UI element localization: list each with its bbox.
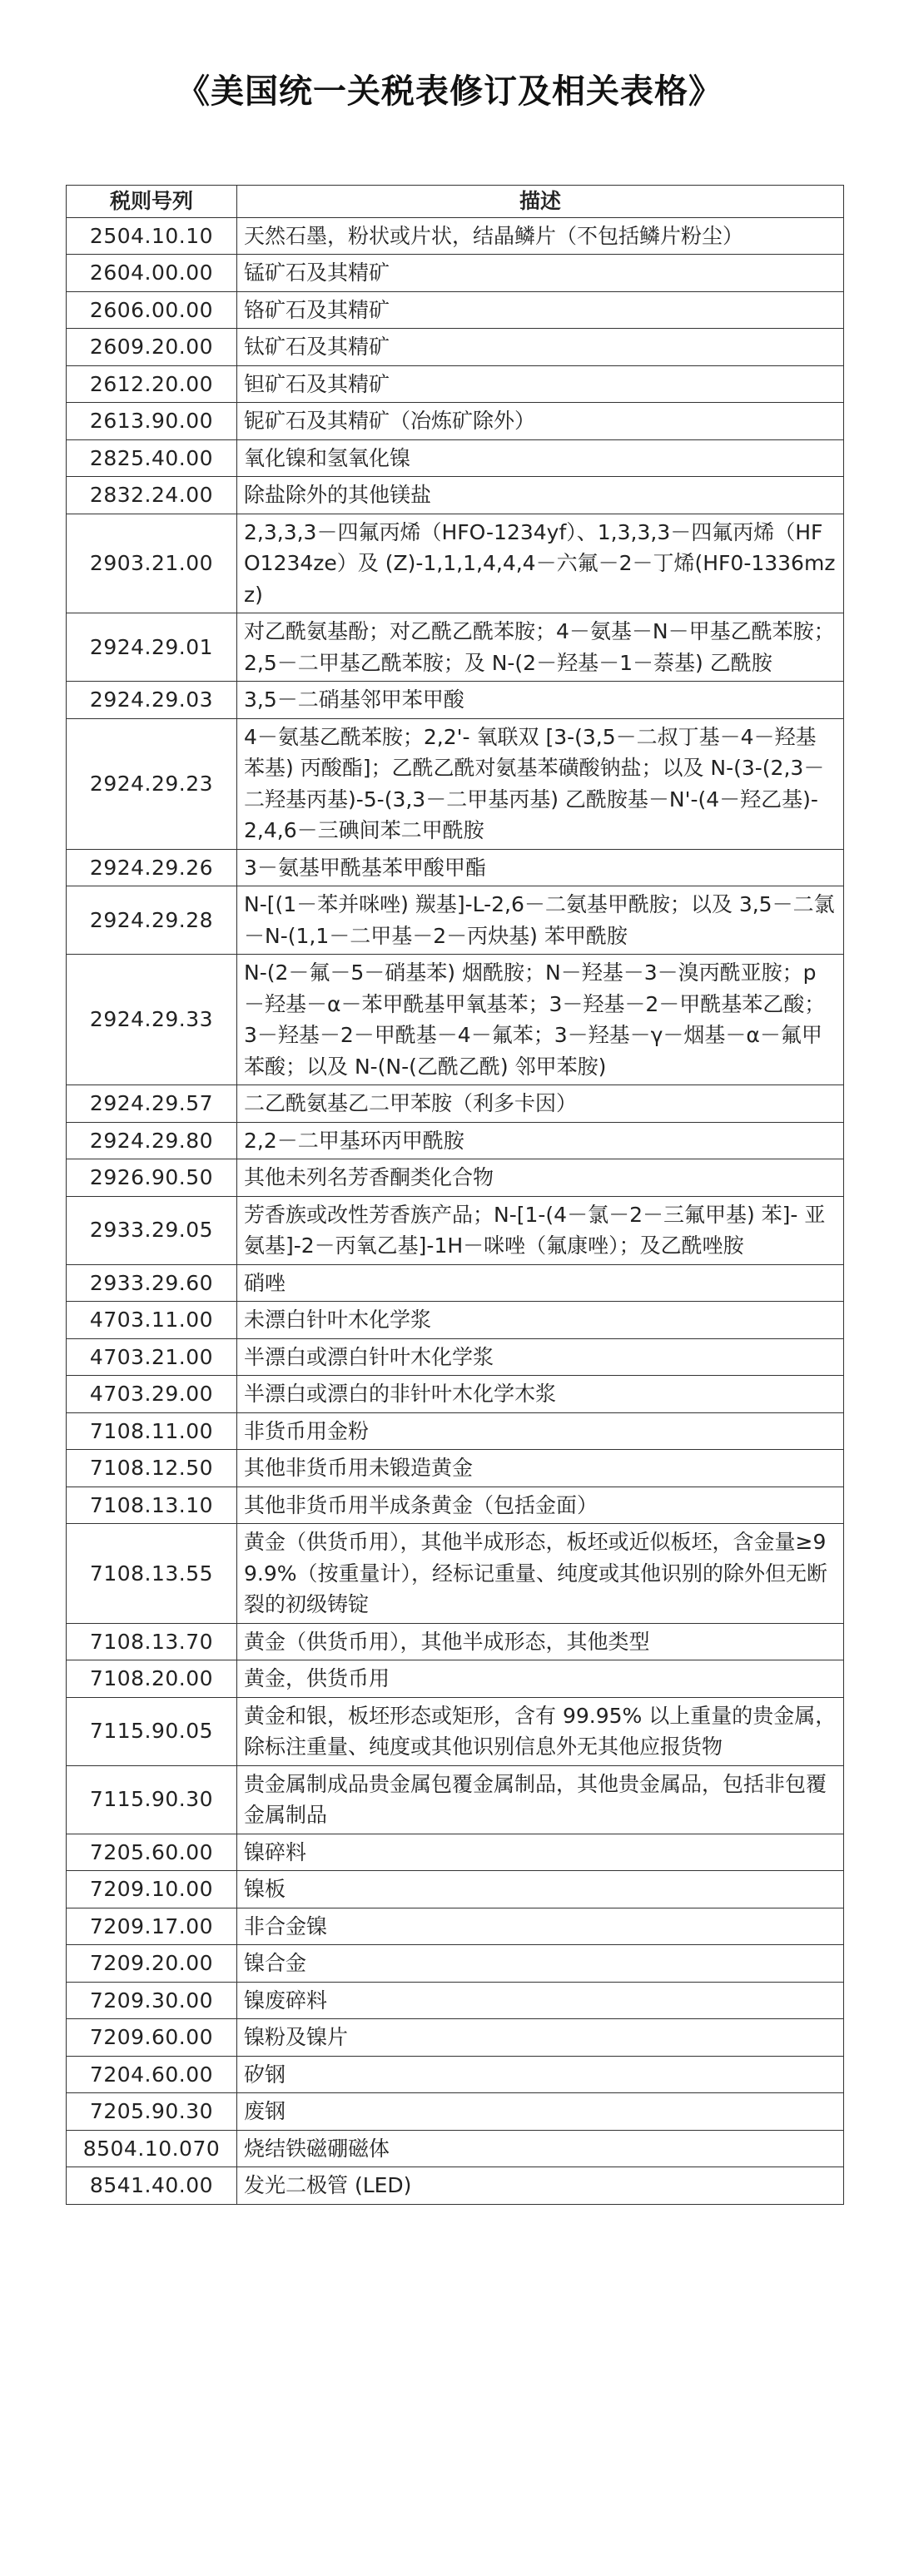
description-cell: 除盐除外的其他镁盐 — [237, 477, 844, 514]
tariff-code-cell: 7204.60.00 — [67, 2056, 237, 2093]
description-cell: 铌矿石及其精矿（冶炼矿除外） — [237, 403, 844, 440]
table-row — [67, 439, 844, 477]
table-row — [67, 1338, 844, 1376]
tariff-code-cell: 7108.11.00 — [67, 1412, 237, 1450]
description-cell: 天然石墨，粉状或片状，结晶鳞片（不包括鳞片粉尘） — [237, 217, 844, 255]
tariff-code-cell: 2832.24.00 — [67, 477, 237, 514]
description-cell: 芳香族或改性芳香族产品；N-[1-(4－氯－2－三氟甲基) 苯]- 亚氨基]-2－丙氧乙基]-1H－咪唑（氟康唑）；及乙酰唑胺 — [237, 1196, 844, 1264]
tariff-code-cell: 2924.29.33 — [67, 955, 237, 1085]
table-row — [67, 2130, 844, 2167]
description-cell: 2,3,3,3－四氟丙烯（HFO-1234yf）、1,3,3,3－四氟丙烯（HFO1234ze）及 (Z)-1,1,1,4,4,4－六氟－2－丁烯(HF0-1336mzz) — [237, 514, 844, 613]
table-row — [67, 1660, 844, 1698]
tariff-code-cell: 2606.00.00 — [67, 291, 237, 329]
tariff-code-cell: 4703.21.00 — [67, 1338, 237, 1376]
table-row — [67, 1697, 844, 1765]
table-row — [67, 1159, 844, 1197]
tariff-code-cell: 7209.10.00 — [67, 1871, 237, 1908]
table-row — [67, 886, 844, 955]
table-row — [67, 2019, 844, 2057]
table-row — [67, 682, 844, 719]
table-row — [67, 1412, 844, 1450]
description-cell: 镍板 — [237, 1871, 844, 1908]
table-row — [67, 1945, 844, 1983]
description-cell: 黄金（供货币用），其他半成形态，板坯或近似板坯，含金量≥99.9%（按重量计），经标记重量、纯度或其他识别的除外但无断裂的初级铸锭 — [237, 1524, 844, 1624]
description-cell: 3,5－二硝基邻甲苯甲酸 — [237, 682, 844, 719]
tariff-code-cell: 7205.90.30 — [67, 2093, 237, 2131]
description-cell: 其他非货币用未锻造黄金 — [237, 1450, 844, 1487]
description-cell: 二乙酰氨基乙二甲苯胺（利多卡因） — [237, 1085, 844, 1123]
tariff-code-cell: 2903.21.00 — [67, 514, 237, 613]
table-row — [67, 1871, 844, 1908]
description-cell: 贵金属制成品贵金属包覆金属制品，其他贵金属品，包括非包覆金属制品 — [237, 1765, 844, 1834]
description-cell: 2,2－二甲基环丙甲酰胺 — [237, 1122, 844, 1159]
table-row — [67, 1908, 844, 1945]
tariff-code-cell: 2933.29.05 — [67, 1196, 237, 1264]
tariff-code-cell: 8541.40.00 — [67, 2167, 237, 2205]
table-row — [67, 1302, 844, 1339]
description-cell: 黄金和银，板坯形态或矩形，含有 99.95% 以上重量的贵金属，除标注重量、纯度或其他识别信息外无其他应报货物 — [237, 1697, 844, 1765]
table-row — [67, 2093, 844, 2131]
tariff-code-cell: 2924.29.57 — [67, 1085, 237, 1123]
tariff-code-cell: 2933.29.60 — [67, 1264, 237, 1302]
header-description: 描述 — [237, 186, 844, 218]
tariff-code-cell: 4703.11.00 — [67, 1302, 237, 1339]
table-row — [67, 2167, 844, 2205]
description-cell: 烧结铁磁硼磁体 — [237, 2130, 844, 2167]
tariff-code-cell: 7108.13.55 — [67, 1524, 237, 1624]
table-row — [67, 255, 844, 292]
table-row — [67, 613, 844, 682]
table-row — [67, 1376, 844, 1413]
description-cell: 矽钢 — [237, 2056, 844, 2093]
tariff-code-cell: 8504.10.070 — [67, 2130, 237, 2167]
tariff-code-cell: 2926.90.50 — [67, 1159, 237, 1197]
description-cell: 废钢 — [237, 2093, 844, 2131]
table-row — [67, 1524, 844, 1624]
description-cell: N-[(1－苯并咪唑) 羰基]-L-2,6－二氨基甲酰胺；以及 3,5－二氯－N-(1,1－二甲基－2－丙炔基) 苯甲酰胺 — [237, 886, 844, 955]
description-cell: 铬矿石及其精矿 — [237, 291, 844, 329]
description-cell: 镍废碎料 — [237, 1982, 844, 2019]
tariff-code-cell: 2924.29.26 — [67, 849, 237, 886]
table-row — [67, 1450, 844, 1487]
description-cell: 钽矿石及其精矿 — [237, 365, 844, 403]
tariff-code-cell: 7108.13.10 — [67, 1487, 237, 1524]
table-row — [67, 477, 844, 514]
table-row — [67, 514, 844, 613]
description-cell: 氧化镍和氢氧化镍 — [237, 439, 844, 477]
tariff-code-cell: 7209.60.00 — [67, 2019, 237, 2057]
description-cell: 半漂白或漂白的非针叶木化学木浆 — [237, 1376, 844, 1413]
tariff-code-cell: 2924.29.03 — [67, 682, 237, 719]
tariff-code-cell: 7209.30.00 — [67, 1982, 237, 2019]
description-cell: 黄金，供货币用 — [237, 1660, 844, 1698]
table-row — [67, 1196, 844, 1264]
description-cell: 3－氨基甲酰基苯甲酸甲酯 — [237, 849, 844, 886]
table-row — [67, 1122, 844, 1159]
description-cell: 半漂白或漂白针叶木化学浆 — [237, 1338, 844, 1376]
table-row — [67, 217, 844, 255]
table-row — [67, 1085, 844, 1123]
description-cell: 4－氨基乙酰苯胺；2,2'- 氧联双 [3-(3,5－二叔丁基－4－羟基苯基) 丙酸酯]；乙酰乙酰对氨基苯磺酸钠盐；以及 N-(3-(2,3－二羟基丙基)-5-(3,3－二甲基丙基) 乙酰胺基－N'-(4－羟乙基)-2,4,6－三碘间苯二甲酰胺 — [237, 718, 844, 849]
table-row — [67, 1834, 844, 1871]
table-row — [67, 955, 844, 1085]
tariff-code-cell: 7115.90.30 — [67, 1765, 237, 1834]
tariff-code-cell: 2612.20.00 — [67, 365, 237, 403]
description-cell: 非合金镍 — [237, 1908, 844, 1945]
tariff-code-cell: 7108.12.50 — [67, 1450, 237, 1487]
tariff-code-cell: 2504.10.10 — [67, 217, 237, 255]
tariff-code-cell: 7209.20.00 — [67, 1945, 237, 1983]
tariff-table — [66, 185, 844, 2205]
description-cell: 黄金（供货币用），其他半成形态，其他类型 — [237, 1623, 844, 1660]
table-row — [67, 718, 844, 849]
tariff-code-cell: 7205.60.00 — [67, 1834, 237, 1871]
description-cell: 未漂白针叶木化学浆 — [237, 1302, 844, 1339]
header-code: 税则号列 — [67, 186, 237, 218]
page-title: 《美国统一关税表修订及相关表格》 — [176, 72, 723, 111]
table-row — [67, 1765, 844, 1834]
table-row — [67, 291, 844, 329]
tariff-code-cell: 2924.29.01 — [67, 613, 237, 682]
tariff-code-cell: 2825.40.00 — [67, 439, 237, 477]
table-row — [67, 329, 844, 366]
tariff-code-cell: 2613.90.00 — [67, 403, 237, 440]
description-cell: 其他非货币用半成条黄金（包括金面） — [237, 1487, 844, 1524]
tariff-code-cell: 2924.29.23 — [67, 718, 237, 849]
table-row — [67, 1487, 844, 1524]
table-body — [67, 217, 844, 2204]
table-row — [67, 403, 844, 440]
description-cell: 锰矿石及其精矿 — [237, 255, 844, 292]
description-cell: 镍粉及镍片 — [237, 2019, 844, 2057]
table-header-row — [67, 186, 844, 218]
description-cell: N-(2－氟－5－硝基苯) 烟酰胺；N－羟基－3－溴丙酰亚胺；p－羟基－α－苯甲酰基甲氧基苯；3－羟基－2－甲酰基苯乙酸；3－羟基－2－甲酰基－4－氟苯；3－羟基－γ－烟基－α－氟甲苯酸；以及 N-(N-(乙酰乙酰) 邻甲苯胺) — [237, 955, 844, 1085]
tariff-code-cell: 4703.29.00 — [67, 1376, 237, 1413]
table-row — [67, 1264, 844, 1302]
description-cell: 镍碎料 — [237, 1834, 844, 1871]
tariff-code-cell: 7108.20.00 — [67, 1660, 237, 1698]
description-cell: 发光二极管 (LED) — [237, 2167, 844, 2205]
tariff-code-cell: 2924.29.80 — [67, 1122, 237, 1159]
description-cell: 硝唑 — [237, 1264, 844, 1302]
tariff-code-cell: 7115.90.05 — [67, 1697, 237, 1765]
description-cell: 其他未列名芳香酮类化合物 — [237, 1159, 844, 1197]
table-row — [67, 849, 844, 886]
table-row — [67, 2056, 844, 2093]
table-row — [67, 1623, 844, 1660]
table-row — [67, 1982, 844, 2019]
description-cell: 对乙酰氨基酚；对乙酰乙酰苯胺；4－氨基－N－甲基乙酰苯胺；2,5－二甲基乙酰苯胺；及 N-(2－羟基－1－萘基) 乙酰胺 — [237, 613, 844, 682]
description-cell: 钛矿石及其精矿 — [237, 329, 844, 366]
tariff-code-cell: 2924.29.28 — [67, 886, 237, 955]
tariff-code-cell: 2609.20.00 — [67, 329, 237, 366]
table-row — [67, 365, 844, 403]
tariff-code-cell: 7209.17.00 — [67, 1908, 237, 1945]
description-cell: 镍合金 — [237, 1945, 844, 1983]
tariff-code-cell: 7108.13.70 — [67, 1623, 237, 1660]
description-cell: 非货币用金粉 — [237, 1412, 844, 1450]
tariff-code-cell: 2604.00.00 — [67, 255, 237, 292]
